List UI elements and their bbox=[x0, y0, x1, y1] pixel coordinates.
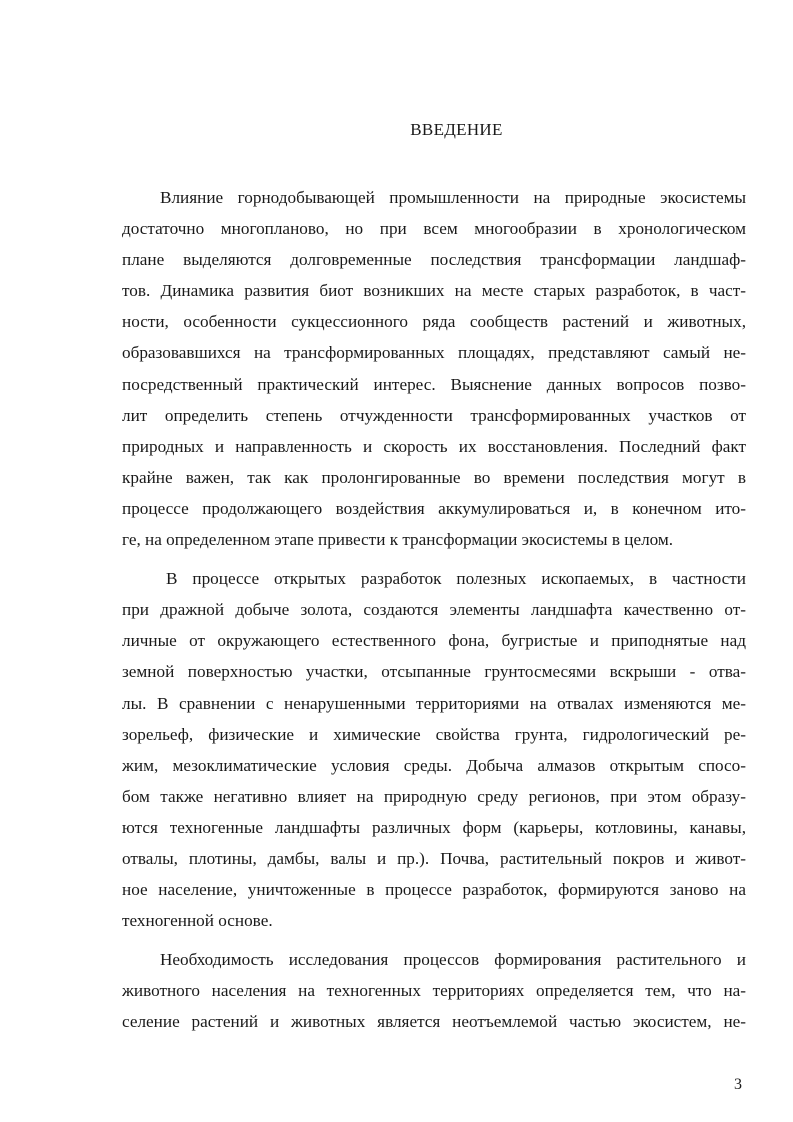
text-line: техногенной основе. bbox=[122, 911, 273, 931]
paragraph-gap bbox=[122, 936, 746, 944]
text-line: достаточно многопланово, но при всем многообразии в хронологическом bbox=[122, 219, 746, 239]
text-line: селение растений и животных является неотъемлемой частью экосистем, не- bbox=[122, 1012, 746, 1032]
text-line: Необходимость исследования процессов формирования растительного и bbox=[160, 950, 746, 970]
paragraph-gap bbox=[122, 555, 746, 563]
body-text bbox=[122, 182, 746, 1038]
page-number: 3 bbox=[734, 1076, 742, 1093]
text-line: природных и направленность и скорость их восстановления. Последний факт bbox=[122, 436, 746, 456]
text-line: плане выделяются долговременные последствия трансформации ландшаф- bbox=[122, 250, 746, 270]
section-title: ВВЕДЕНИЕ bbox=[410, 120, 503, 139]
text-line: процессе продолжающего воздействия аккумулироваться и, в конечном ито- bbox=[122, 498, 746, 518]
text-line: личные от окружающего естественного фона, бугристые и приподнятые над bbox=[122, 631, 746, 651]
text-line: ности, особенности сукцессионного ряда сообществ растений и животных, bbox=[122, 312, 746, 332]
text-line: крайне важен, так как пролонгированные во времени последствия могут в bbox=[122, 467, 746, 487]
text-line: лит определить степень отчужденности трансформированных участков от bbox=[122, 405, 746, 425]
text-line: при дражной добыче золота, создаются элементы ландшафта качественно от- bbox=[122, 600, 746, 620]
text-line: жим, мезоклиматические условия среды. Добыча алмазов открытым спосо- bbox=[122, 755, 746, 775]
paragraph-3 bbox=[122, 944, 746, 1037]
text-line: зорельеф, физические и химические свойства грунта, гидрологический ре- bbox=[122, 724, 746, 744]
text-line: лы. В сравнении с ненарушенными территориями на отвалах изменяются ме- bbox=[122, 693, 746, 713]
text-line: бом также негативно влияет на природную среду регионов, при этом образу- bbox=[122, 786, 746, 806]
text-line: ются техногенные ландшафты различных форм (карьеры, котловины, канавы, bbox=[122, 817, 746, 837]
text-line: Влияние горнодобывающей промышленности на природные экосистемы bbox=[160, 188, 746, 207]
paragraph-1 bbox=[122, 182, 746, 555]
text-line: ге, на определенном этапе привести к трансформации экосистемы в целом. bbox=[122, 530, 674, 550]
text-line: посредственный практический интерес. Выяснение данных вопросов позво- bbox=[122, 374, 746, 394]
text-line: В процессе открытых разработок полезных ископаемых, в частности bbox=[166, 569, 746, 589]
text-line: животного населения на техногенных территориях определяется тем, что на- bbox=[122, 981, 746, 1001]
text-line: ное население, уничтоженные в процессе разработок, формируются заново на bbox=[122, 880, 746, 900]
paragraph-2 bbox=[122, 563, 746, 936]
text-line: тов. Динамика развития биот возникших на месте старых разработок, в част- bbox=[122, 281, 746, 301]
text-line: отвалы, плотины, дамбы, валы и пр.). Почва, растительный покров и живот- bbox=[122, 848, 746, 868]
text-line: земной поверхностью участки, отсыпанные грунтосмесями вскрыши - отва- bbox=[122, 662, 746, 682]
text-line: образовавшихся на трансформированных площадях, представляют самый не- bbox=[122, 343, 746, 363]
